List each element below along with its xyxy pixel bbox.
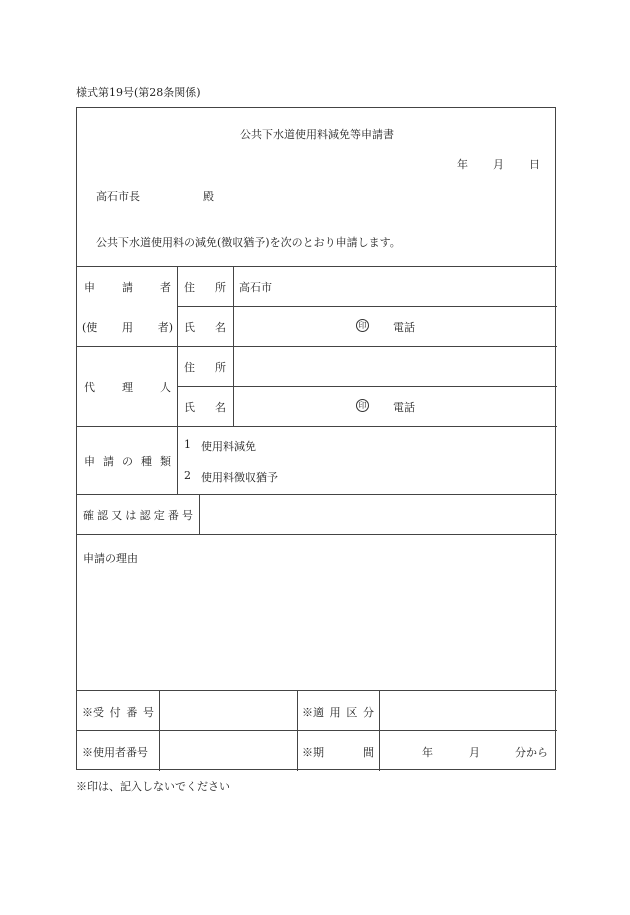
divider-office-mid bbox=[77, 730, 557, 731]
period-suffix: 分から bbox=[515, 746, 548, 759]
divider-office-top bbox=[77, 690, 557, 691]
type-option-2-text[interactable]: 使用料徴収猶予 bbox=[201, 471, 278, 484]
applicant-phone-label: 電話 bbox=[393, 321, 415, 334]
type-option-1-number: 1 bbox=[184, 438, 191, 451]
footnote: ※印は、記入しないでください bbox=[76, 780, 230, 793]
apply-category-label: ※適 用 区 分 bbox=[302, 706, 374, 719]
divider-office-col2 bbox=[297, 690, 298, 771]
user-number-label: ※使用者番号 bbox=[82, 746, 148, 759]
addressee-name: 高石市長 bbox=[96, 190, 140, 203]
statement-text: 公共下水道使用料の減免(徴収猶予)を次のとおり申請します。 bbox=[96, 236, 401, 249]
form-number: 様式第19号(第28条関係) bbox=[76, 86, 201, 99]
agent-seal-mark: 印 bbox=[356, 399, 369, 412]
divider-agent-mid bbox=[177, 386, 557, 387]
date-day: 日 bbox=[529, 158, 540, 171]
agent-name-label: 氏 名 bbox=[184, 401, 226, 414]
divider-reason-top bbox=[77, 534, 557, 535]
application-form bbox=[76, 107, 556, 770]
applicant-address-field[interactable]: 高石市 bbox=[239, 281, 272, 294]
divider-confirm-top bbox=[77, 494, 557, 495]
confirmation-number-label: 確 認 又 は 認 定 番 号 bbox=[83, 509, 193, 522]
divider-sublabel-col bbox=[233, 266, 234, 426]
divider-label-col bbox=[177, 266, 178, 494]
applicant-address-label: 住 所 bbox=[184, 281, 226, 294]
agent-phone-label: 電話 bbox=[393, 401, 415, 414]
applicant-label: 申 請 者 bbox=[84, 281, 171, 294]
divider-office-col1 bbox=[159, 690, 160, 771]
user-label: (使 用 者) bbox=[82, 321, 173, 334]
type-option-2-number: 2 bbox=[184, 469, 191, 482]
divider-applicant-mid bbox=[177, 306, 557, 307]
divider-confirm-col bbox=[199, 494, 200, 534]
application-type-label: 申 請 の 種 類 bbox=[84, 455, 171, 468]
applicant-name-label: 氏 名 bbox=[184, 321, 226, 334]
divider-agent-top bbox=[77, 346, 557, 347]
addressee-honorific: 殿 bbox=[203, 190, 214, 203]
divider-type-top bbox=[77, 426, 557, 427]
divider-applicant-top bbox=[77, 266, 557, 267]
divider-office-col3 bbox=[379, 690, 380, 771]
receipt-number-label: ※受 付 番 号 bbox=[82, 706, 154, 719]
period-year: 年 bbox=[422, 746, 433, 759]
applicant-seal-mark: 印 bbox=[356, 319, 369, 332]
period-month: 月 bbox=[469, 746, 480, 759]
form-title: 公共下水道使用料減免等申請書 bbox=[240, 128, 394, 141]
reason-label: 申請の理由 bbox=[83, 552, 138, 565]
type-option-1-text[interactable]: 使用料減免 bbox=[201, 440, 256, 453]
date-month: 月 bbox=[493, 158, 504, 171]
agent-address-label: 住 所 bbox=[184, 361, 226, 374]
date-year: 年 bbox=[457, 158, 468, 171]
period-label: ※期 間 bbox=[302, 746, 374, 759]
agent-label: 代 理 人 bbox=[84, 381, 171, 394]
